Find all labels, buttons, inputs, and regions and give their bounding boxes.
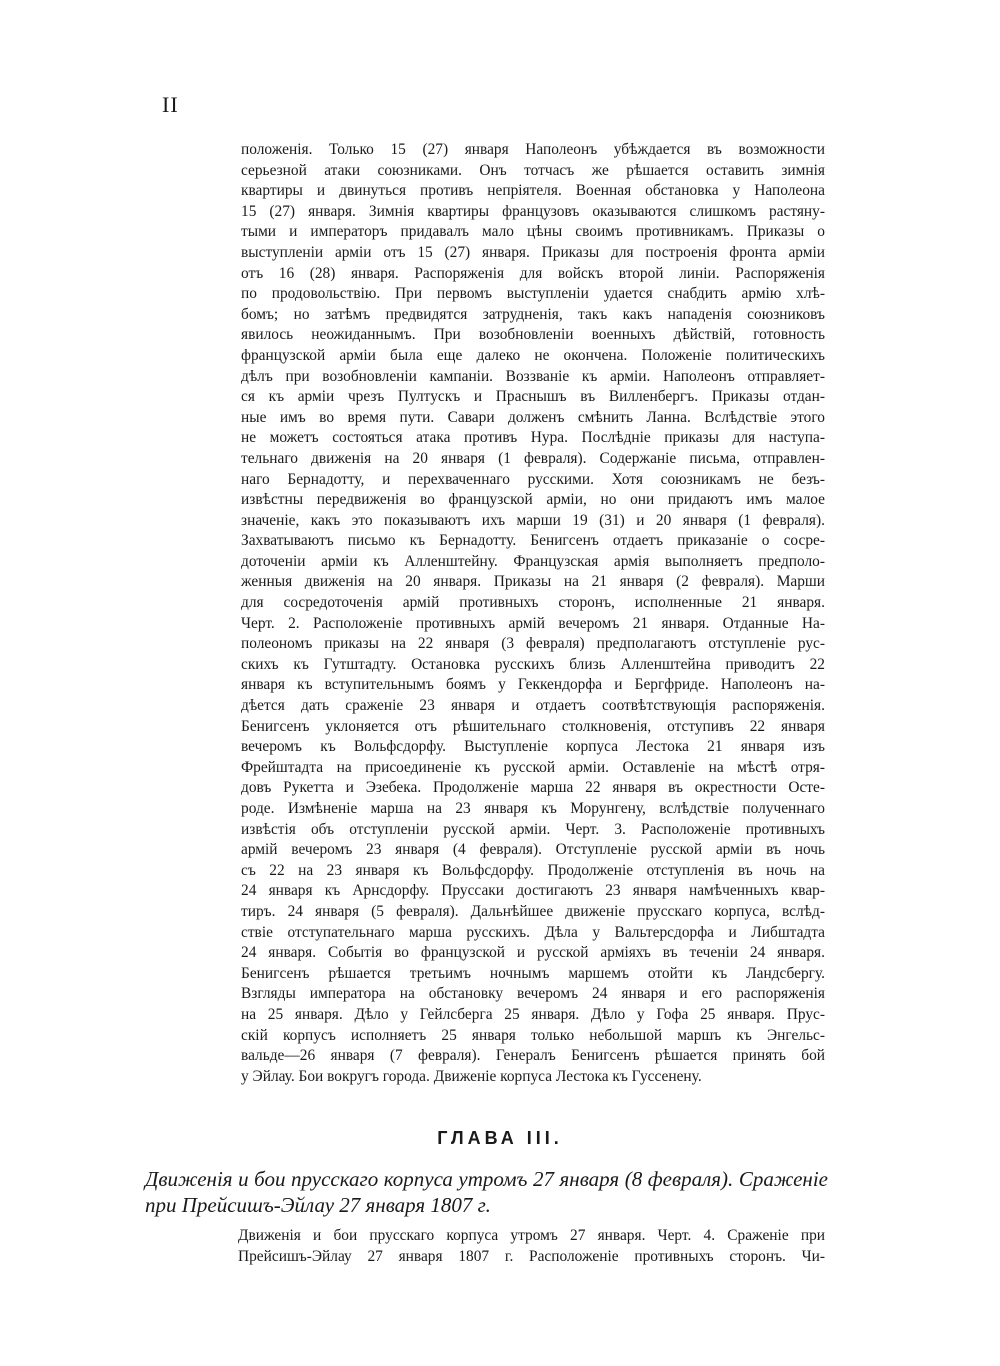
text-line: Бенигсенъ уклоняется отъ рѣшительнаго столкновенія, отступивъ 22 января (241, 717, 825, 735)
text-line: вечеромъ къ Вольфсдорфу. Выступленіе корпуса Лестока 21 января изъ (241, 738, 825, 756)
text-line: дѣлъ при возобновленіи кампаніи. Воззваніе къ арміи. Наполеонъ отправляет- (241, 367, 825, 385)
text-line: отъ 16 (28) января. Распоряженія для войскъ второй линіи. Распоряженія (241, 264, 825, 282)
chapter-summary-text (241, 140, 825, 1087)
text-line: выступленіи арміи отъ 15 (27) января. Приказы для построенія фронта арміи (241, 243, 825, 261)
text-line: 24 января. Событія во французской и русской арміяхъ въ теченіи 24 января. (241, 944, 825, 962)
text-line: женныя движенія на 20 января. Приказы на 21 января (2 февраля). Марши (241, 573, 825, 591)
page-number: II (162, 92, 179, 117)
text-line: дѣется дать сраженіе 23 января и отдаетъ соотвѣтствующія распоряженія. (241, 697, 825, 715)
text-line: доточеніи арміи къ Алленштейну. Французская армія выполняетъ предполо- (241, 552, 825, 570)
text-line: Черт. 2. Расположеніе противныхъ армій вечеромъ 21 января. Отданные На- (241, 614, 825, 632)
text-line: 24 января къ Арнсдорфу. Пруссаки достигаютъ 23 января намѣченныхъ квар- (241, 882, 825, 900)
summary-paragraph (241, 140, 825, 1087)
text-line: ствіе отступательнаго марша русскихъ. Дѣла у Вальтерсдорфа и Либштадта (241, 923, 825, 941)
text-line: тиръ. 24 января (5 февраля). Дальнѣйшее движеніе прусскаго корпуса, вслѣд- (241, 902, 825, 920)
text-line: для сосредоточенія армій противныхъ сторонъ, исполненные 21 января. (241, 594, 825, 612)
text-line: явилось неожиданнымъ. При возобновленіи военныхъ дѣйствій, готовность (241, 326, 825, 344)
chapter-summary-paragraph (238, 1225, 825, 1267)
text-line: съ 22 на 23 января къ Вольфсдорфу. Продолженіе отступленія въ ночь на (241, 861, 825, 879)
text-line: наго Бернадотту, и перехваченнаго русскими. Хотя союзникамъ не безъ- (241, 470, 825, 488)
text-line: скихъ къ Гутштадту. Остановка русскихъ близь Алленштейна приводитъ 22 (241, 655, 825, 673)
text-line: ные имъ во время пути. Савари долженъ смѣнить Ланна. Вслѣдствіе этого (241, 408, 825, 426)
text-line: значеніе, какъ это показываютъ ихъ марши 19 (31) и 20 января (1 февраля). (241, 511, 825, 529)
text-line: Движенія и бои прусскаго корпуса утромъ 27 января. Черт. 4. Сраженіе при (238, 1227, 825, 1244)
text-line: у Эйлау. Бои вокругъ города. Движеніе корпуса Лестока къ Гуссенену. (241, 1067, 702, 1085)
text-line: Бенигсенъ рѣшается третьимъ ночнымъ маршемъ отойти къ Ландсбергу. (241, 964, 825, 982)
text-line: вальде—26 января (7 февраля). Генералъ Бенигсенъ рѣшается принять бой (241, 1047, 825, 1065)
text-line: роде. Измѣненіе марша на 23 января къ Морунгену, вслѣдствіе полученнаго (241, 800, 825, 817)
text-line: довъ Рукетта и Эзебека. Продолженіе марша 22 января въ окрестности Осте- (241, 779, 825, 797)
text-line: тыми и императоръ придавалъ мало цѣны своимъ противникамъ. Приказы о (241, 223, 825, 241)
text-line: на 25 января. Дѣло у Гейлсберга 25 января. Дѣло у Гофа 25 января. Прус- (241, 1005, 825, 1023)
text-line: армій вечеромъ 23 января (4 февраля). Отступленіе русской арміи въ ночь (241, 841, 825, 859)
text-line: серьезной атаки союзниками. Онъ тотчасъ же рѣшается оставить зимнія (241, 161, 825, 179)
text-line: по продовольствію. При первомъ выступленіи удается снабдить армію хлѣ- (241, 285, 825, 303)
text-line: 15 (27) января. Зимнія квартиры французовъ оказываются слишкомъ растяну- (241, 202, 825, 220)
chapter-title: Движенія и бои прусскаго корпуса утромъ 27 января (8 февраля). Сраженіе при Прейсишъ-Эйлау 27 января 1807 г. (145, 1167, 828, 1217)
text-line: квартиры и двинуться противъ непріятеля. Военная обстановка у Наполеона (241, 182, 825, 200)
chapter-heading: ГЛАВА III. (437, 1128, 563, 1148)
text-line: ся къ арміи чрезъ Пултускъ и Праснышъ въ Вилленбергъ. Приказы отдан- (241, 388, 825, 406)
text-line: тельнаго движенія на 20 января (1 февраля). Содержаніе письма, отправлен- (241, 449, 825, 467)
text-line: извѣстія объ отступленіи русской арміи. Черт. 3. Расположеніе противныхъ (241, 820, 825, 838)
text-line: положенія. Только 15 (27) января Наполеонъ убѣждается въ возможности (241, 141, 825, 158)
text-line: Взгляды императора на обстановку вечеромъ 24 января и его распоряженія (241, 985, 825, 1003)
text-line: скій корпусъ исполняетъ 25 января только небольшой маршъ къ Энгельс- (241, 1026, 825, 1044)
text-line: извѣстны передвиженія во французской арміи, но они придаютъ имъ малое (241, 491, 825, 509)
text-line: не можетъ состояться атака противъ Нура. Послѣдніе приказы для наступа- (241, 429, 825, 447)
text-line: бомъ; но затѣмъ предвидятся затрудненія, такъ какъ нападенія союзниковъ (241, 305, 825, 323)
text-line: Прейсишъ-Эйлау 27 января 1807 г. Расположеніе противныхъ сторонъ. Чи- (238, 1248, 825, 1265)
text-line: Захватываютъ письмо къ Бернадотту. Бенигсенъ отдаетъ приказаніе о сосре- (241, 532, 825, 550)
text-line: Фрейштадта на присоединеніе къ русской арміи. Оставленіе на мѣстѣ отря- (241, 758, 825, 776)
text-line: полеономъ приказы на 22 января (3 февраля) предполагаютъ отступленіе рус- (241, 635, 825, 653)
text-line: января къ вступительнымъ боямъ у Геккендорфа и Бергфриде. Наполеонъ на- (241, 676, 825, 694)
text-line: французской арміи была еще далеко не окончена. Положеніе политическихъ (241, 346, 825, 364)
